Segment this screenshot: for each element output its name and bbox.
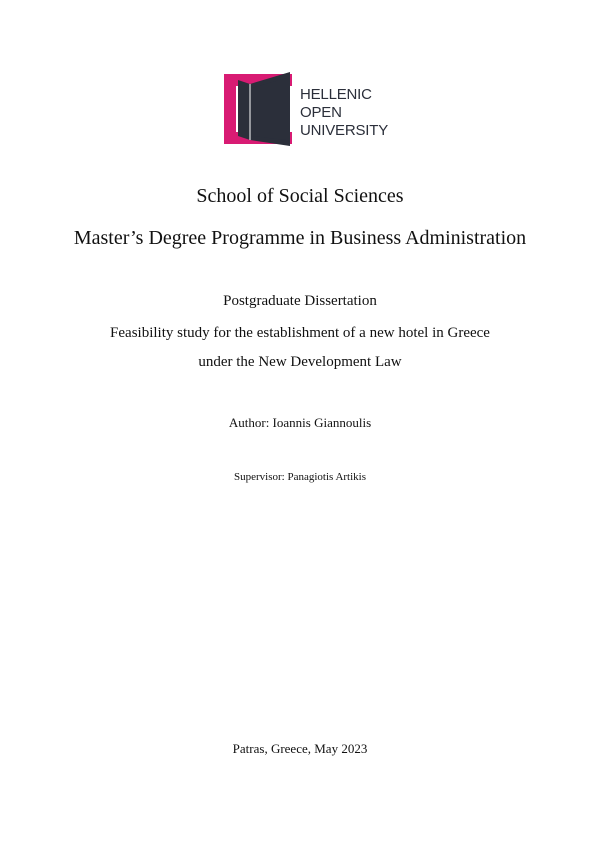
dissertation-title-line-1: Feasibility study for the establishment of a new hotel in Greece (110, 325, 490, 341)
place-and-date: Patras, Greece, May 2023 (232, 741, 368, 756)
dissertation-title-line-2: under the New Development Law (198, 354, 402, 370)
university-logo (224, 70, 404, 148)
book-logo-icon (224, 70, 300, 148)
logo-wordmark (300, 86, 388, 140)
logo-line-open: OPEN (300, 104, 342, 121)
supervisor: Supervisor: Panagiotis Artikis (234, 471, 366, 483)
programme-name: Master’s Degree Programme in Business Administration (73, 227, 527, 249)
logo-line-university: UNIVERSITY (300, 122, 389, 139)
document-type: Postgraduate Dissertation (223, 293, 377, 309)
author: Author: Ioannis Giannoulis (228, 415, 372, 430)
school-name: School of Social Sciences (196, 185, 404, 207)
logo-line-hellenic: HELLENIC (300, 86, 372, 103)
